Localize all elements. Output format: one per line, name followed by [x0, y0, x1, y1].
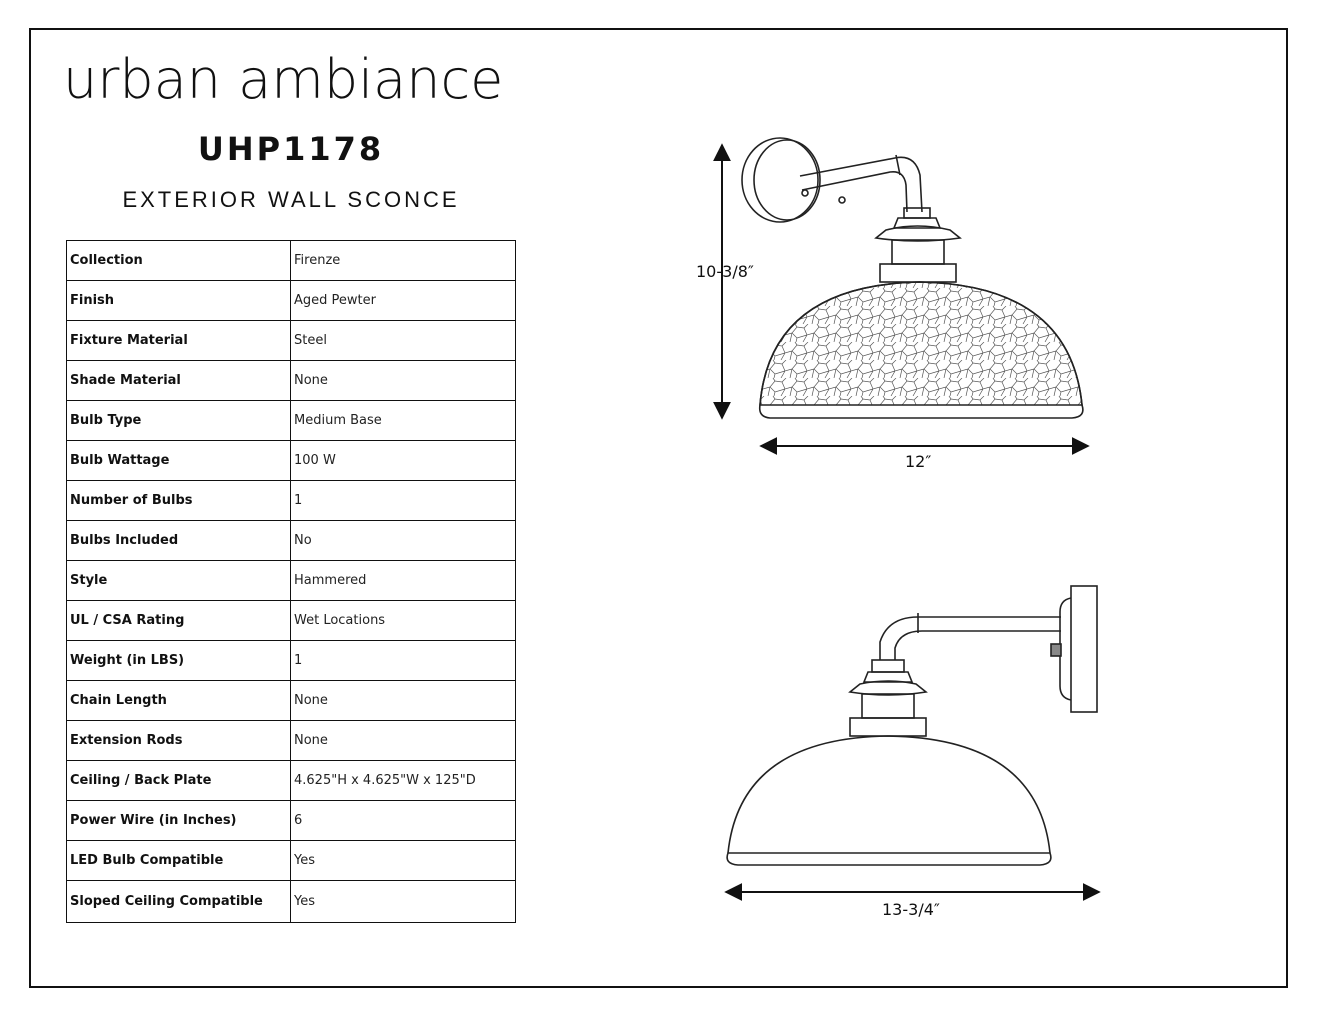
spec-value: None	[291, 721, 516, 761]
table-row	[67, 361, 516, 401]
spec-value: Firenze	[291, 241, 516, 281]
table-row	[67, 401, 516, 441]
spec-value: Yes	[291, 841, 516, 881]
spec-label: Sloped Ceiling Compatible	[67, 881, 291, 923]
spec-value: 1	[291, 481, 516, 521]
spec-value: None	[291, 681, 516, 721]
spec-value: 4.625"H x 4.625"W x 125"D	[291, 761, 516, 801]
spec-label: Number of Bulbs	[67, 481, 291, 521]
side-width-label: 13-3/4″	[882, 900, 940, 919]
spec-label: Bulb Type	[67, 401, 291, 441]
spec-value: None	[291, 361, 516, 401]
spec-value: Aged Pewter	[291, 281, 516, 321]
spec-label: Power Wire (in Inches)	[67, 801, 291, 841]
table-row	[67, 841, 516, 881]
spec-value: Medium Base	[291, 401, 516, 441]
front-width-label: 12″	[905, 452, 932, 471]
spec-label: Shade Material	[67, 361, 291, 401]
table-row	[67, 561, 516, 601]
spec-value: No	[291, 521, 516, 561]
table-row	[67, 761, 516, 801]
table-row	[67, 801, 516, 841]
table-row	[67, 241, 516, 281]
table-row	[67, 441, 516, 481]
spec-label: Collection	[67, 241, 291, 281]
spec-label: Fixture Material	[67, 321, 291, 361]
spec-label: Weight (in LBS)	[67, 641, 291, 681]
table-row	[67, 601, 516, 641]
model-number: UHP1178	[197, 130, 385, 168]
spec-value: 1	[291, 641, 516, 681]
spec-value: Steel	[291, 321, 516, 361]
spec-value: 6	[291, 801, 516, 841]
spec-label: Bulb Wattage	[67, 441, 291, 481]
spec-value: Yes	[291, 881, 516, 923]
spec-value: Hammered	[291, 561, 516, 601]
spec-value: Wet Locations	[291, 601, 516, 641]
spec-label: UL / CSA Rating	[67, 601, 291, 641]
product-type: EXTERIOR WALL SCONCE	[122, 187, 460, 212]
brand-logo: urban ambiance	[63, 48, 504, 111]
table-row	[67, 321, 516, 361]
spec-label: Finish	[67, 281, 291, 321]
spec-value: 100 W	[291, 441, 516, 481]
spec-table	[66, 240, 516, 923]
table-row	[67, 881, 516, 923]
spec-label: Chain Length	[67, 681, 291, 721]
spec-label: Ceiling / Back Plate	[67, 761, 291, 801]
table-row	[67, 481, 516, 521]
front-height-label: 10-3/8″	[696, 262, 754, 281]
table-row	[67, 521, 516, 561]
spec-label: Bulbs Included	[67, 521, 291, 561]
table-row	[67, 681, 516, 721]
table-row	[67, 641, 516, 681]
table-row	[67, 721, 516, 761]
spec-label: Extension Rods	[67, 721, 291, 761]
spec-label: LED Bulb Compatible	[67, 841, 291, 881]
table-row	[67, 281, 516, 321]
spec-label: Style	[67, 561, 291, 601]
